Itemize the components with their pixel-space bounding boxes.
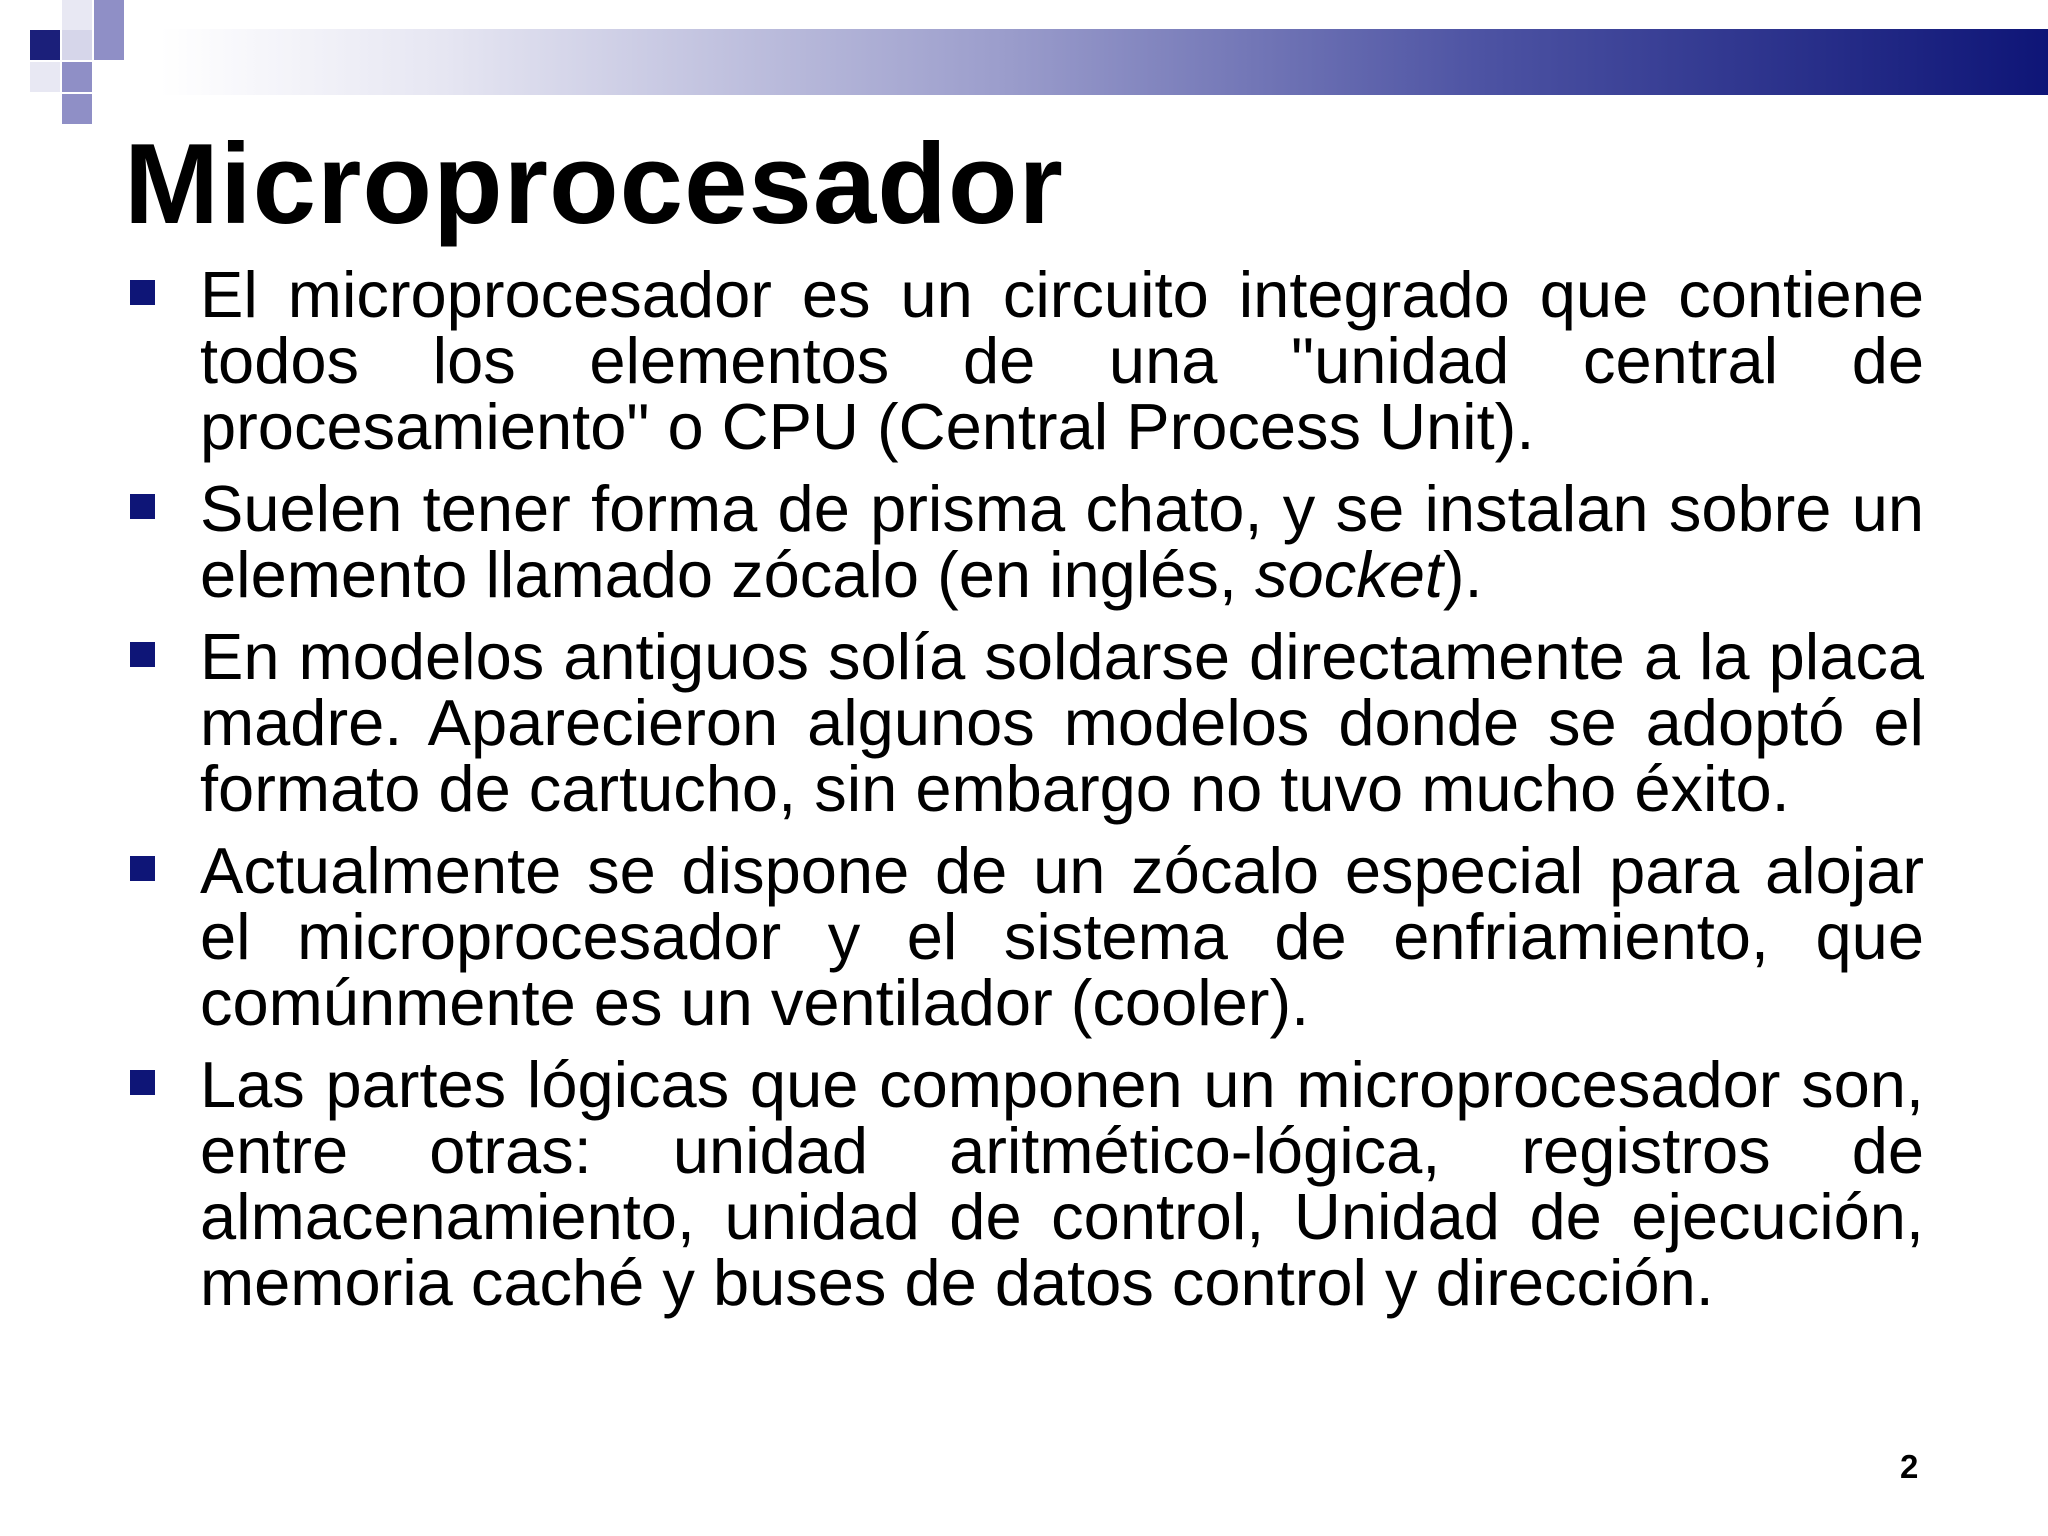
decorative-square [30,30,60,60]
bullet-item [124,1048,1924,1319]
bullet-text: Las partes lógicas que componen un microprocesador son, entre otras: unidad aritmético-lógica, registros de almacenamiento, unidad de control, Unidad de ejecución, memoria caché y buses de datos control y dirección. [200,1048,1924,1319]
bullet-text-italic: socket [1255,538,1443,611]
decorative-square [62,62,92,92]
bullet-item [124,472,1924,611]
square-bullet-icon [130,494,155,519]
square-bullet-icon [130,642,155,667]
bullet-item [124,258,1924,463]
decorative-square [62,30,92,60]
decorative-square [62,0,92,30]
bullet-item [124,834,1924,1039]
square-bullet-icon [130,280,155,305]
header-gradient-bar [160,29,2048,95]
slide-title: Microprocesador [124,121,1064,248]
bullet-text: El microprocesador es un circuito integrado que contiene todos los elementos de una "unidad central de procesamiento" o CPU (Central Process Unit). [200,258,1924,463]
square-bullet-icon [130,1070,155,1095]
bullet-list [124,258,1924,1332]
square-bullet-icon [130,856,155,881]
bullet-text: Suelen tener forma de prisma chato, y se instalan sobre un elemento llamado zócalo (en inglés, [200,472,1924,611]
bullet-text: Actualmente se dispone de un zócalo especial para alojar el microprocesador y el sistema de enfriamiento, que comúnmente es un ventilador (cooler). [200,834,1924,1039]
bullet-text: En modelos antiguos solía soldarse directamente a la placa madre. Aparecieron algunos modelos donde se adoptó el formato de cartucho, sin embargo no tuvo mucho éxito. [200,620,1924,825]
page-number: 2 [1900,1448,1919,1485]
decorative-square [94,30,124,60]
bullet-text-end: ). [1442,538,1483,611]
bullet-item [124,620,1924,825]
decorative-square [62,94,92,124]
decorative-square [30,62,60,92]
decorative-square [94,0,124,30]
